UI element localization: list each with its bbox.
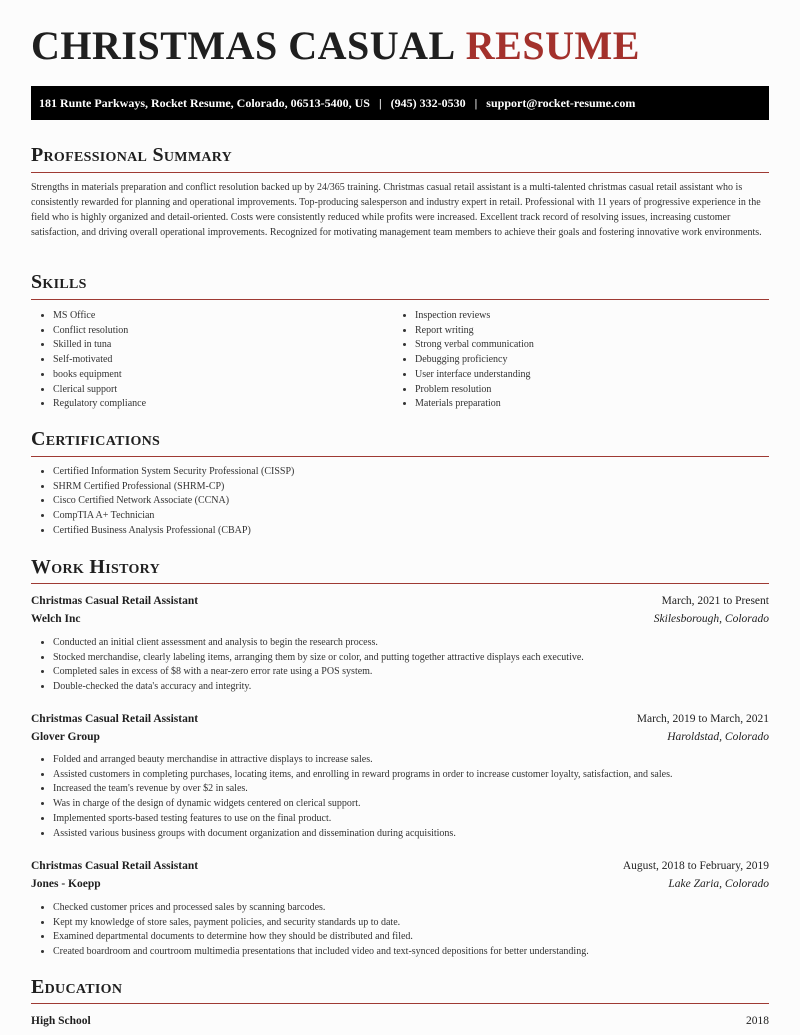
certification-item: • CompTIA A+ Technician [53, 509, 294, 524]
skill-item: • Regulatory compliance [53, 397, 146, 412]
job-dates: March, 2019 to March, 2021 [636, 713, 769, 725]
skills-heading: Skills [31, 271, 87, 293]
job-bullet: • Folded and arranged beauty merchandise in attractive displays to increase sales. [53, 753, 672, 768]
certification-item: • SHRM Certified Professional (SHRM-CP) [53, 480, 294, 495]
skill-item: • Clerical support [53, 383, 146, 398]
education-degree: High School [31, 1015, 91, 1027]
section-divider [31, 299, 769, 300]
job-dates: March, 2021 to Present [661, 595, 769, 607]
summary-heading: Professional Summary [31, 144, 233, 166]
job-dates: August, 2018 to February, 2019 [622, 860, 769, 872]
job-bullet: • Created boardroom and courtroom multimedia presentations that included video and text-synced depositions for better understanding. [53, 945, 589, 960]
skill-item: • Strong verbal communication [415, 338, 534, 353]
certification-item: • Certified Information System Security Professional (CISSP) [53, 465, 294, 480]
skill-item: • Materials preparation [415, 397, 534, 412]
job-bullet: • Assisted customers in completing purchases, locating items, and enrolling in reward programs in order to increase customer loyalty, satisfaction, and sales. [53, 768, 672, 783]
section-divider [31, 172, 769, 173]
job-bullet: • Stocked merchandise, clearly labeling items, arranging them by size or color, and putting together attractive displays each executive. [53, 651, 584, 666]
job-bullet: • Implemented sports-based testing features to use on the final product. [53, 812, 672, 827]
job-location: Lake Zaria, Colorado [668, 878, 769, 890]
job-title: Christmas Casual Retail Assistant [31, 713, 199, 725]
job-bullet: • Checked customer prices and processed sales by scanning barcodes. [53, 901, 589, 916]
job-title: Christmas Casual Retail Assistant [31, 860, 199, 872]
job-bullets [31, 901, 589, 960]
job-bullet: • Examined departmental documents to determine how they should be distributed and filed. [53, 930, 589, 945]
job-company: Welch Inc [31, 613, 81, 625]
title-main: CHRISTMAS CASUAL [31, 23, 456, 68]
certification-item: • Cisco Certified Network Associate (CCNA) [53, 494, 294, 509]
certifications-list [31, 465, 294, 539]
job-bullets [31, 753, 672, 841]
section-divider [31, 1003, 769, 1004]
job-location: Skilesborough, Colorado [653, 613, 769, 625]
skill-item: • Problem resolution [415, 383, 534, 398]
job-company: Glover Group [31, 731, 100, 743]
job-bullet: • Assisted various business groups with document organization and dissemination during acquisitions. [53, 827, 672, 842]
skill-item: • Skilled in tuna [53, 338, 146, 353]
skill-item: • Inspection reviews [415, 309, 534, 324]
job-company: Jones - Koepp [31, 878, 101, 890]
skill-item: • User interface understanding [415, 368, 534, 383]
certification-item: • Certified Business Analysis Professional (CBAP) [53, 524, 294, 539]
section-divider [31, 583, 769, 584]
summary-text: Strengths in materials preparation and conflict resolution backed up by 24/365 training. Christmas casual retail assistant is a multi-talented christmas casual retail assistant who is consistently rewarded for planning and operational improvements. Top-producing salesperson and industry expert in retail. Professional with 11 years of progressive experience in the field who is highly organized and detail-oriented. Costs were consistently reduced while profits were increased. Excellent track record of resolving issues, increasing customer satisfaction, and driving overall operational improvements. Recognized for motivating management team members to achieve their goals and fostering innovative work environments. [31, 182, 762, 238]
skill-item: • books equipment [53, 368, 146, 383]
skill-item: • Report writing [415, 324, 534, 339]
contact-bar [31, 86, 769, 120]
contact-separator: | [474, 95, 478, 110]
skill-item: • Self-motivated [53, 353, 146, 368]
skills-list-right [393, 309, 534, 412]
title-accent: RESUME [465, 23, 640, 68]
education-heading: Education [31, 976, 123, 998]
skills-list-left [31, 309, 146, 412]
resume-title [31, 23, 640, 68]
skill-item: • MS Office [53, 309, 146, 324]
job-location: Haroldstad, Colorado [667, 731, 769, 743]
skill-item: • Debugging proficiency [415, 353, 534, 368]
job-bullets [31, 636, 584, 695]
contact-address: 181 Runte Parkways, Rocket Resume, Colorado, 06513-5400, US [39, 95, 370, 110]
contact-phone[interactable]: (945) 332-0530 [390, 95, 466, 110]
certifications-heading: Certifications [31, 428, 161, 450]
contact-email[interactable]: support@rocket-resume.com [486, 95, 636, 110]
job-bullet: • Double-checked the data's accuracy and integrity. [53, 680, 584, 695]
job-bullet: • Was in charge of the design of dynamic widgets centered on clerical support. [53, 797, 672, 812]
job-title: Christmas Casual Retail Assistant [31, 595, 199, 607]
education-year: 2018 [746, 1015, 769, 1027]
skill-item: • Conflict resolution [53, 324, 146, 339]
job-bullet: • Conducted an initial client assessment and analysis to begin the research process. [53, 636, 584, 651]
section-divider [31, 456, 769, 457]
work-history-heading: Work History [31, 556, 160, 578]
job-bullet: • Increased the team's revenue by over $2 in sales. [53, 782, 672, 797]
job-bullet: • Completed sales in excess of $8 with a near-zero error rate using a POS system. [53, 665, 584, 680]
job-bullet: • Kept my knowledge of store sales, payment policies, and security standards up to date. [53, 916, 589, 931]
contact-separator: | [378, 95, 382, 110]
